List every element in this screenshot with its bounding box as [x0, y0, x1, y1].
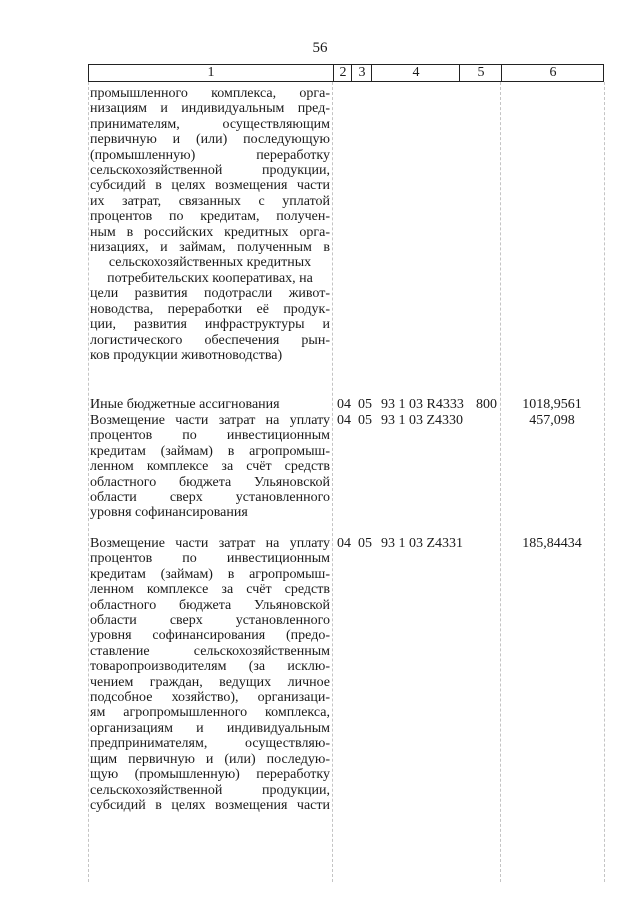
row-description-line: товаропроизводителям (за исклю- [90, 659, 330, 675]
row-description-line: процентов по инвестиционным [90, 428, 330, 444]
section-code: 04 [337, 397, 351, 412]
row-description-line: логистического обеспечения рын- [90, 332, 330, 348]
row-description-line: ям агропромышленного комплекса, [90, 705, 330, 721]
expense-type-code: 800 [476, 397, 497, 412]
table-header-row [88, 64, 604, 82]
amount-value: 185,84434 [522, 536, 582, 551]
table-row [90, 86, 330, 363]
row-description-line: субсидий в целях возмещения части [90, 178, 330, 194]
row-description-line: кредитам (займам) в агропромыш- [90, 566, 330, 582]
row-description-line: сельскохозяйственной продукции, [90, 163, 330, 179]
row-description-line: ным в российских кредитных орга- [90, 224, 330, 240]
row-description-line: ставление сельскохозяйственным [90, 643, 330, 659]
header-col-3: 3 [351, 65, 372, 81]
amount-value: 457,098 [529, 413, 575, 428]
column-divider [604, 82, 606, 882]
row-description-line: сельскохозяйственных кредитных [108, 255, 312, 271]
section-code: 04 [337, 536, 351, 551]
target-article-code: 93 1 03 R4333 [381, 397, 464, 412]
row-description-line: ков продукции животноводства) [90, 347, 283, 363]
row-description-line: новодства, переработки её продук- [90, 301, 330, 317]
header-col-2: 2 [333, 65, 352, 81]
row-description-line: их затрат, связанных с уплатой [90, 193, 330, 209]
row-description-line: ленном комплексе за счёт средств [90, 459, 330, 475]
row-description-line: подсобное хозяйство), организаци- [90, 690, 330, 706]
header-col-1: 1 [207, 65, 215, 80]
row-description-line: первичную и (или) последующую [90, 132, 330, 148]
section-code: 04 [337, 413, 351, 428]
row-description-line: предпринимателям, осуществляю- [90, 736, 330, 752]
subsection-code: 05 [358, 397, 372, 412]
row-description-line: области сверх установленного [90, 490, 330, 506]
row-description-line: организациям и индивидуальным [90, 720, 330, 736]
row-description-line: промышленного комплекса, орга- [90, 86, 330, 101]
subsection-code: 05 [358, 536, 372, 551]
row-description-line: областного бюджета Ульяновской [90, 474, 330, 490]
row-description-line: чением граждан, ведущих личное [90, 674, 330, 690]
row-description-line: областного бюджета Ульяновской [90, 597, 330, 613]
row-description-line: (промышленную) переработку [90, 147, 330, 163]
header-col-4: 4 [371, 65, 460, 81]
row-description-line: ции, развития инфраструктуры и [90, 317, 330, 333]
row-description-line: процентов по кредитам, получен- [90, 209, 330, 225]
row-description-line: потребительских кооперативах, на [107, 270, 313, 286]
row-description-line: уровня софинансирования [90, 505, 248, 521]
target-article-code: 93 1 03 Z4331 [381, 536, 464, 551]
row-description-line: низациям и индивидуальным пред- [90, 101, 330, 117]
row-description-line: сельскохозяйственной продукции, [90, 782, 330, 798]
target-article-code: 93 1 03 Z4330 [381, 413, 464, 428]
row-description-line: Иные бюджетные ассигнования [90, 397, 280, 412]
table-row [90, 397, 330, 412]
column-divider [332, 82, 334, 882]
row-description-line: щую (промышленную) переработку [90, 767, 330, 783]
table-row [90, 413, 330, 521]
row-description-line: ленном комплексе за счёт средств [90, 582, 330, 598]
amount-value: 1018,9561 [522, 397, 582, 412]
row-description-line: цели развития подотрасли живот- [90, 286, 330, 302]
row-description-line: уровня софинансирования (предо- [90, 628, 330, 644]
page-number: 56 [312, 40, 328, 56]
row-description-line: щим первичную и (или) последую- [90, 751, 330, 767]
row-description-line: Возмещение части затрат на уплату [90, 536, 330, 551]
table-row [90, 536, 330, 813]
row-description-line: кредитам (займам) в агропромыш- [90, 443, 330, 459]
column-divider [500, 82, 502, 882]
subsection-code: 05 [358, 413, 372, 428]
row-description-line: Возмещение части затрат на уплату [90, 413, 330, 428]
row-description-line: низациях, и займам, полученным в [90, 240, 330, 256]
row-description-line: субсидий в целях возмещения части [90, 797, 330, 813]
header-col-5: 5 [459, 65, 502, 81]
row-description-line: процентов по инвестиционным [90, 551, 330, 567]
header-col-6: 6 [501, 65, 604, 81]
row-description-line: области сверх установленного [90, 613, 330, 629]
row-description-line: принимателям, осуществляющим [90, 116, 330, 132]
